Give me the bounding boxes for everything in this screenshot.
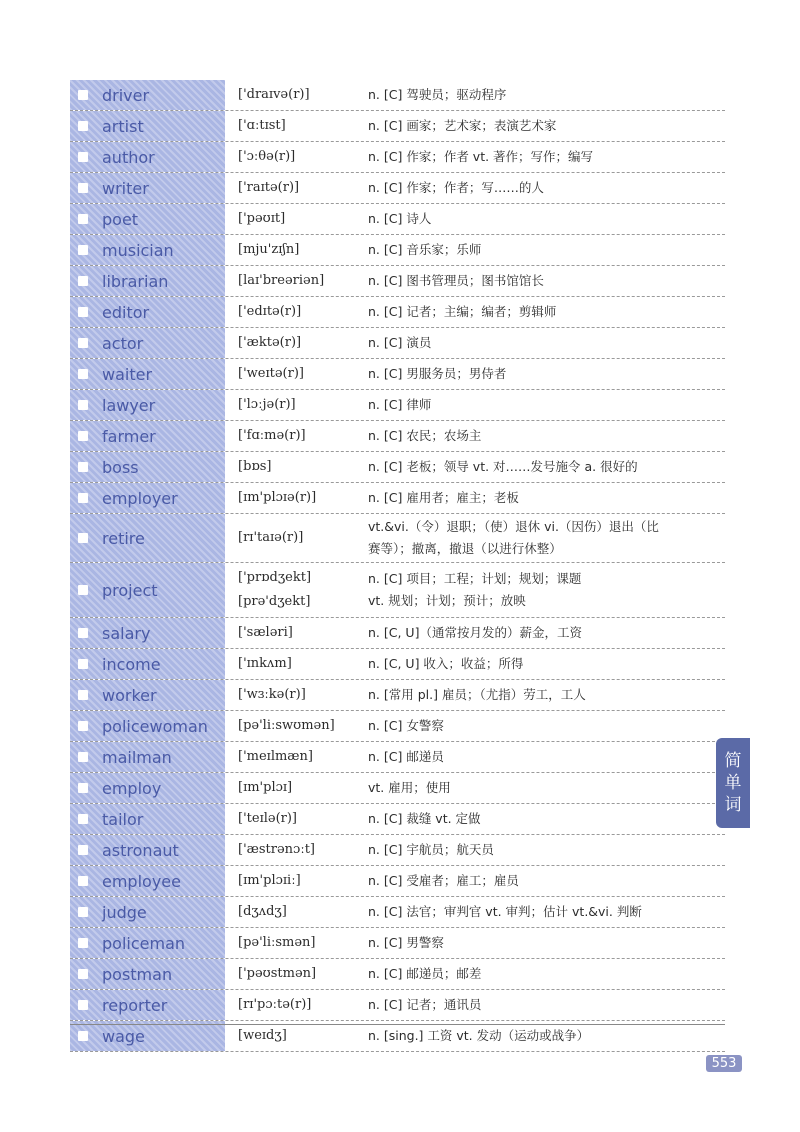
table-row (70, 111, 725, 142)
table-row (70, 959, 725, 990)
word-text: salary (102, 623, 151, 643)
phonetic-text: ['edɪtə(r)] (238, 304, 302, 319)
definition-cell (360, 80, 725, 110)
table-row (70, 204, 725, 235)
phonetic-text: [ɪm'plɔɪiː] (238, 873, 301, 888)
word-cell (70, 711, 227, 741)
word-checkbox[interactable] (78, 214, 88, 224)
phonetic-text: ['sæləri] (238, 625, 293, 640)
definition-text: n. [C] 男服务员；男侍者 (368, 366, 507, 381)
phonetic-text: [rɪ'pɔːtə(r)] (238, 997, 312, 1012)
phonetic-text: [laɪ'breəriən] (238, 273, 325, 288)
phonetic-text: ['prɒdʒekt] (238, 570, 312, 585)
phonetic-text: [weɪdʒ] (238, 1028, 287, 1043)
word-checkbox[interactable] (78, 752, 88, 762)
word-cell (70, 173, 227, 203)
phonetic-cell (227, 680, 360, 710)
word-checkbox[interactable] (78, 938, 88, 948)
side-tab-simple-words (716, 738, 750, 828)
definition-cell (360, 204, 725, 234)
definition-cell (360, 928, 725, 958)
phonetic-text: ['weɪtə(r)] (238, 366, 304, 381)
word-text: editor (102, 302, 150, 322)
table-row (70, 514, 725, 563)
table-row (70, 563, 725, 618)
definition-cell (360, 563, 725, 617)
definition-text: n. [C] 邮递员；邮差 (368, 966, 482, 981)
word-text: worker (102, 685, 157, 705)
word-cell (70, 483, 227, 513)
definition-cell (360, 514, 725, 562)
definition-text: n. [C] 受雇者；雇工；雇员 (368, 873, 519, 888)
word-cell (70, 742, 227, 772)
word-checkbox[interactable] (78, 431, 88, 441)
phonetic-cell (227, 204, 360, 234)
word-cell (70, 928, 227, 958)
definition-text: n. [C] 农民；农场主 (368, 428, 482, 443)
word-checkbox[interactable] (78, 969, 88, 979)
definition-cell (360, 483, 725, 513)
phonetic-text: [bɒs] (238, 459, 272, 474)
word-text: postman (102, 964, 173, 984)
definition-text: n. [C] 法官；审判官 vt. 审判；估计 vt.&vi. 判断 (368, 904, 642, 919)
word-cell (70, 990, 227, 1020)
word-checkbox[interactable] (78, 876, 88, 886)
phonetic-text: [rɪ'taɪə(r)] (238, 530, 304, 545)
definition-cell (360, 680, 725, 710)
phonetic-cell (227, 421, 360, 451)
phonetic-text: [pə'liːswʊmən] (238, 718, 335, 733)
phonetic-text: ['wɜːkə(r)] (238, 687, 306, 702)
word-cell (70, 421, 227, 451)
phonetic-text: ['raɪtə(r)] (238, 180, 300, 195)
definition-text: n. [常用 pl.] 雇员；（尤指）劳工，工人 (368, 687, 586, 702)
table-row (70, 452, 725, 483)
phonetic-cell (227, 142, 360, 172)
phonetic-text: ['pəʊɪt] (238, 211, 286, 226)
word-checkbox[interactable] (78, 152, 88, 162)
word-cell (70, 328, 227, 358)
word-checkbox[interactable] (78, 845, 88, 855)
word-text: judge (102, 902, 147, 922)
table-row (70, 835, 725, 866)
word-text: artist (102, 116, 144, 136)
word-text: wage (102, 1026, 145, 1046)
word-cell (70, 618, 227, 648)
table-row (70, 680, 725, 711)
word-cell (70, 1021, 227, 1051)
phonetic-text: ['lɔːjə(r)] (238, 397, 296, 412)
word-text: reporter (102, 995, 168, 1015)
phonetic-cell (227, 483, 360, 513)
definition-cell (360, 742, 725, 772)
definition-cell (360, 835, 725, 865)
table-row (70, 618, 725, 649)
table-bottom-rule (70, 1024, 725, 1025)
definition-cell (360, 142, 725, 172)
definition-text: n. [C] 裁缝 vt. 定做 (368, 811, 481, 826)
phonetic-cell (227, 563, 360, 617)
word-checkbox[interactable] (78, 90, 88, 100)
definition-cell (360, 111, 725, 141)
word-checkbox[interactable] (78, 307, 88, 317)
word-text: waiter (102, 364, 153, 384)
word-cell (70, 563, 227, 617)
phonetic-cell (227, 1021, 360, 1051)
word-text: astronaut (102, 840, 179, 860)
definition-cell (360, 359, 725, 389)
word-cell (70, 680, 227, 710)
word-checkbox[interactable] (78, 276, 88, 286)
phonetic-text: [ɪm'plɔɪ] (238, 780, 293, 795)
word-checkbox[interactable] (78, 783, 88, 793)
definition-cell (360, 711, 725, 741)
table-row (70, 390, 725, 421)
definition-cell (360, 866, 725, 896)
phonetic-cell (227, 80, 360, 110)
phonetic-cell (227, 990, 360, 1020)
definition-cell (360, 649, 725, 679)
definition-text: n. [C] 项目；工程；计划；规划；课题 (368, 571, 582, 586)
word-checkbox[interactable] (78, 628, 88, 638)
definition-text: n. [C, U] 收入；收益；所得 (368, 656, 524, 671)
phonetic-cell (227, 711, 360, 741)
word-checkbox[interactable] (78, 721, 88, 731)
table-row (70, 142, 725, 173)
word-checkbox[interactable] (78, 585, 88, 595)
word-cell (70, 80, 227, 110)
phonetic-text: ['ɑːtɪst] (238, 118, 286, 133)
definition-text: n. [C] 驾驶员；驱动程序 (368, 87, 507, 102)
definition-cell (360, 897, 725, 927)
word-checkbox[interactable] (78, 533, 88, 543)
phonetic-text: ['teɪlə(r)] (238, 811, 298, 826)
word-cell (70, 804, 227, 834)
definition-cell (360, 452, 725, 482)
word-cell (70, 266, 227, 296)
word-text: tailor (102, 809, 144, 829)
table-row (70, 328, 725, 359)
table-row (70, 928, 725, 959)
phonetic-text: ['ɔːθə(r)] (238, 149, 296, 164)
word-checkbox[interactable] (78, 493, 88, 503)
phonetic-cell (227, 928, 360, 958)
phonetic-text: ['ɪnkʌm] (238, 656, 292, 671)
phonetic-cell (227, 328, 360, 358)
word-cell (70, 204, 227, 234)
phonetic-cell (227, 359, 360, 389)
phonetic-text: ['pəʊstmən] (238, 966, 317, 981)
definition-cell (360, 235, 725, 265)
phonetic-cell (227, 866, 360, 896)
word-checkbox[interactable] (78, 659, 88, 669)
phonetic-text: ['fɑːmə(r)] (238, 428, 306, 443)
table-row (70, 173, 725, 204)
definition-text: vt. 雇用；使用 (368, 780, 451, 795)
word-checkbox[interactable] (78, 369, 88, 379)
word-checkbox[interactable] (78, 1000, 88, 1010)
table-row (70, 421, 725, 452)
word-checkbox[interactable] (78, 907, 88, 917)
definition-text: n. [C] 诗人 (368, 211, 432, 226)
word-checkbox[interactable] (78, 1031, 88, 1041)
phonetic-text: [pə'liːsmən] (238, 935, 316, 950)
phonetic-cell (227, 111, 360, 141)
word-checkbox[interactable] (78, 400, 88, 410)
phonetic-cell (227, 959, 360, 989)
definition-cell (360, 173, 725, 203)
word-cell (70, 359, 227, 389)
word-cell (70, 866, 227, 896)
word-checkbox[interactable] (78, 183, 88, 193)
definition-cell (360, 328, 725, 358)
definition-text: n. [C] 作家；作者 vt. 著作；写作；编写 (368, 149, 594, 164)
phonetic-cell (227, 266, 360, 296)
side-tab-char: 单 (724, 773, 742, 793)
word-text: farmer (102, 426, 156, 446)
table-row (70, 1021, 725, 1052)
table-row (70, 297, 725, 328)
side-tab-char: 词 (724, 795, 742, 815)
word-text: income (102, 654, 161, 674)
phonetic-text: [prə'dʒekt] (238, 594, 311, 609)
phonetic-cell (227, 173, 360, 203)
word-cell (70, 297, 227, 327)
definition-text: n. [C, U]（通常按月发的）薪金，工资 (368, 625, 582, 640)
definition-cell (360, 804, 725, 834)
table-row (70, 897, 725, 928)
definition-text: n. [C] 雇用者；雇主；老板 (368, 490, 519, 505)
definition-text: n. [C] 老板；领导 vt. 对……发号施令 a. 很好的 (368, 459, 638, 474)
word-cell (70, 390, 227, 420)
word-text: employee (102, 871, 181, 891)
phonetic-text: ['æktə(r)] (238, 335, 302, 350)
phonetic-text: [dʒʌdʒ] (238, 904, 287, 919)
word-text: project (102, 580, 158, 600)
definition-text: n. [C] 画家；艺术家；表演艺术家 (368, 118, 557, 133)
word-cell (70, 773, 227, 803)
table-row (70, 80, 725, 111)
definition-text: n. [C] 男警察 (368, 935, 444, 950)
phonetic-cell (227, 742, 360, 772)
word-cell (70, 142, 227, 172)
table-row (70, 266, 725, 297)
word-checkbox[interactable] (78, 690, 88, 700)
word-text: policeman (102, 933, 186, 953)
word-cell (70, 235, 227, 265)
word-text: boss (102, 457, 139, 477)
word-text: writer (102, 178, 149, 198)
definition-cell (360, 959, 725, 989)
word-checkbox[interactable] (78, 814, 88, 824)
phonetic-cell (227, 390, 360, 420)
definition-text: n. [C] 记者；通讯员 (368, 997, 482, 1012)
definition-text: n. [C] 音乐家；乐师 (368, 242, 482, 257)
vocabulary-table (70, 80, 725, 1052)
table-row (70, 483, 725, 514)
phonetic-cell (227, 649, 360, 679)
definition-text: vt.&vi.（令）退职；（使）退休 vi.（因伤）退出（比 (368, 519, 659, 534)
definition-text: n. [C] 图书管理员；图书馆馆长 (368, 273, 544, 288)
definition-cell (360, 421, 725, 451)
word-text: librarian (102, 271, 169, 291)
word-cell (70, 897, 227, 927)
definition-cell (360, 990, 725, 1020)
word-text: musician (102, 240, 174, 260)
word-cell (70, 514, 227, 562)
definition-text: n. [C] 宇航员；航天员 (368, 842, 494, 857)
word-checkbox[interactable] (78, 121, 88, 131)
word-checkbox[interactable] (78, 338, 88, 348)
phonetic-text: ['draɪvə(r)] (238, 87, 310, 102)
definition-text: n. [C] 演员 (368, 335, 432, 350)
definition-text: vt. 规划；计划；预计；放映 (368, 593, 526, 608)
definition-text: n. [C] 邮递员 (368, 749, 444, 764)
word-text: mailman (102, 747, 172, 767)
definition-text: n. [sing.] 工资 vt. 发动（运动或战争） (368, 1028, 590, 1043)
phonetic-text: [ɪm'plɔɪə(r)] (238, 490, 317, 505)
definition-text: n. [C] 记者；主编；编者；剪辑师 (368, 304, 557, 319)
word-text: actor (102, 333, 144, 353)
phonetic-text: ['æstrənɔːt] (238, 842, 315, 857)
definition-cell (360, 773, 725, 803)
table-row (70, 742, 725, 773)
word-text: retire (102, 528, 145, 548)
definition-text: 赛等）；撤离，撤退（以进行休整） (368, 541, 562, 556)
phonetic-cell (227, 297, 360, 327)
word-text: driver (102, 85, 150, 105)
definition-cell (360, 390, 725, 420)
table-row (70, 711, 725, 742)
phonetic-text: ['meɪlmæn] (238, 749, 313, 764)
phonetic-cell (227, 804, 360, 834)
word-text: policewoman (102, 716, 208, 736)
side-tab-char: 简 (724, 751, 742, 771)
table-row (70, 359, 725, 390)
definition-text: n. [C] 作家；作者；写……的人 (368, 180, 544, 195)
definition-cell (360, 1021, 725, 1051)
table-row (70, 235, 725, 266)
word-text: poet (102, 209, 139, 229)
phonetic-cell (227, 514, 360, 562)
word-cell (70, 959, 227, 989)
word-text: author (102, 147, 155, 167)
definition-cell (360, 297, 725, 327)
word-cell (70, 835, 227, 865)
phonetic-cell (227, 618, 360, 648)
word-text: employ (102, 778, 162, 798)
word-checkbox[interactable] (78, 462, 88, 472)
phonetic-cell (227, 897, 360, 927)
word-cell (70, 649, 227, 679)
definition-text: n. [C] 女警察 (368, 718, 444, 733)
phonetic-cell (227, 452, 360, 482)
definition-cell (360, 266, 725, 296)
table-row (70, 773, 725, 804)
table-row (70, 649, 725, 680)
word-cell (70, 111, 227, 141)
phonetic-cell (227, 835, 360, 865)
page-number: 553 (706, 1055, 742, 1072)
table-row (70, 990, 725, 1021)
word-cell (70, 452, 227, 482)
word-checkbox[interactable] (78, 245, 88, 255)
phonetic-cell (227, 773, 360, 803)
table-row (70, 866, 725, 897)
word-text: lawyer (102, 395, 156, 415)
phonetic-text: [mju'zɪʃn] (238, 242, 300, 257)
phonetic-cell (227, 235, 360, 265)
table-row (70, 804, 725, 835)
definition-cell (360, 618, 725, 648)
definition-text: n. [C] 律师 (368, 397, 432, 412)
word-text: employer (102, 488, 178, 508)
